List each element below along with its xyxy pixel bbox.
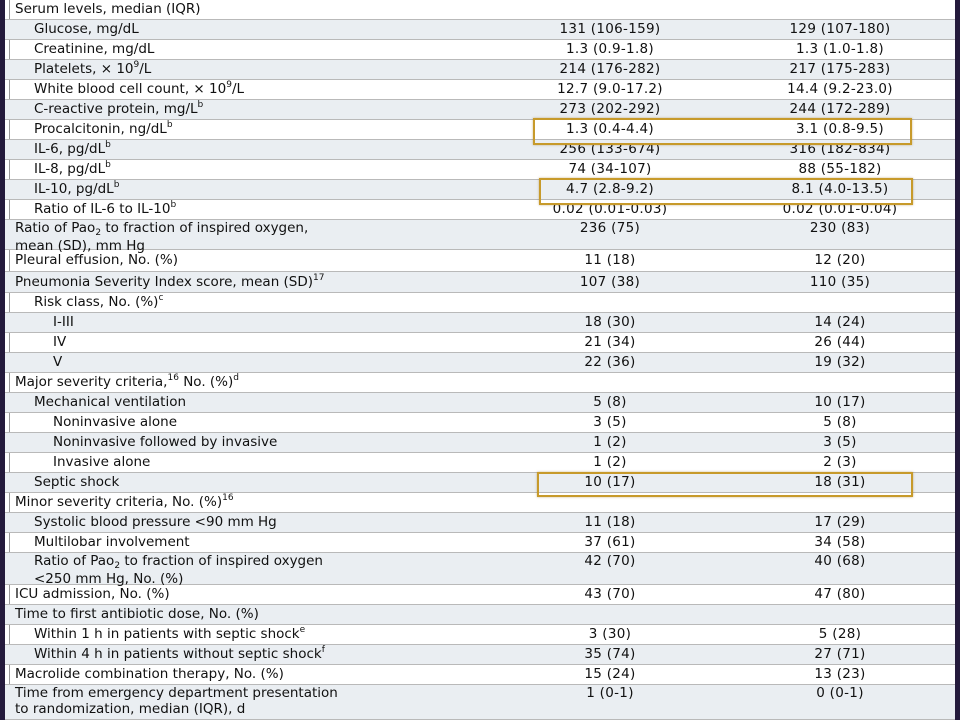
value-group2: 14 (24) (814, 314, 866, 330)
row-label-text: IL-10, pg/dL (34, 181, 114, 197)
row-label-line2: to randomization, median (IQR), d (15, 701, 246, 717)
superscript: 16 (222, 493, 234, 503)
row-label-text: Septic shock (34, 474, 120, 490)
value-group2: 12 (20) (814, 252, 866, 268)
table-row (5, 333, 955, 353)
value-group2: 244 (172-289) (789, 101, 891, 117)
table-frame (5, 0, 955, 720)
row-label-text: Minor severity criteria, No. (%) (15, 494, 223, 510)
superscript: f (321, 645, 325, 655)
table-row (5, 413, 955, 433)
value-group2: 5 (28) (818, 626, 862, 642)
row-label (34, 81, 244, 99)
row-label (34, 514, 277, 530)
row-label-text: Ratio of IL-6 to IL-10 (34, 201, 171, 217)
value-group1: 256 (133-674) (559, 141, 661, 157)
row-label (34, 41, 154, 57)
superscript: c (158, 293, 164, 303)
value-group1: 3 (5) (593, 414, 627, 430)
row-label (34, 201, 176, 219)
row-label-text: Time from emergency department presentation (15, 685, 338, 701)
value-group2: 18 (31) (814, 474, 866, 490)
row-label-text: IV (53, 334, 67, 350)
value-group2: 316 (182-834) (789, 141, 891, 157)
row-label (34, 474, 119, 490)
superscript: 9 (133, 60, 140, 70)
row-label (34, 394, 186, 410)
value-group2: 40 (68) (814, 553, 866, 569)
row-label-text: Multilobar involvement (34, 534, 190, 550)
value-group1: 1 (0-1) (586, 685, 634, 701)
row-label (34, 294, 163, 312)
value-group1: 3 (30) (588, 626, 632, 642)
row-label-text: Glucose, mg/dL (34, 21, 139, 37)
value-group2: 0.02 (0.01-0.04) (782, 201, 898, 217)
superscript: d (233, 373, 239, 383)
row-label (15, 666, 284, 682)
row-label (15, 494, 234, 512)
value-group1: 1.3 (0.4-4.4) (565, 121, 654, 137)
value-group1: 10 (17) (584, 474, 636, 490)
row-label (34, 141, 111, 159)
table-row (5, 40, 955, 60)
value-group2: 88 (55-182) (798, 161, 882, 177)
row-label (53, 314, 74, 330)
table-row (5, 100, 955, 120)
row-label (34, 101, 203, 119)
value-group1: 4.7 (2.8-9.2) (565, 181, 654, 197)
row-label-text: Pleural effusion, No. (%) (15, 252, 179, 268)
superscript: b (105, 160, 111, 170)
row-label-text: IL-6, pg/dL (34, 141, 106, 157)
table-row (5, 645, 955, 665)
row-label-text: Mechanical ventilation (34, 394, 187, 410)
table-row (5, 80, 955, 100)
value-group2: 27 (71) (814, 646, 866, 662)
row-label-text: Risk class, No. (%) (34, 294, 159, 310)
table-row (5, 393, 955, 413)
table-row (5, 353, 955, 373)
table-row (5, 293, 955, 313)
value-group2: 19 (32) (814, 354, 866, 370)
superscript: 16 (167, 373, 179, 383)
row-label (53, 414, 177, 430)
row-label (53, 354, 62, 370)
superscript: b (105, 140, 111, 150)
value-group1: 12.7 (9.0-17.2) (557, 81, 663, 97)
row-label-text: Time to first antibiotic dose, No. (%) (15, 606, 259, 622)
value-group2: 13 (23) (814, 666, 866, 682)
row-label-line2: <250 mm Hg, No. (%) (34, 571, 184, 587)
value-group1: 42 (70) (584, 553, 636, 569)
superscript: b (170, 200, 177, 210)
row-label (34, 121, 173, 139)
subscript: 2 (95, 228, 102, 238)
table-row (5, 605, 955, 625)
row-label (53, 434, 277, 450)
table-row (5, 20, 955, 40)
row-label-text: Within 4 h in patients without septic shock (34, 646, 322, 662)
superscript: b (113, 180, 120, 190)
row-label (34, 534, 190, 550)
value-group1: 35 (74) (584, 646, 636, 662)
table-row (5, 0, 955, 20)
row-label-text-cont: /L (139, 61, 152, 77)
row-label (15, 586, 170, 602)
value-group2: 26 (44) (814, 334, 866, 350)
table-row (5, 313, 955, 333)
value-group1: 273 (202-292) (559, 101, 661, 117)
highlight-il10 (539, 178, 913, 205)
table-row (5, 553, 955, 585)
row-label (34, 626, 305, 644)
value-group2: 5 (8) (823, 414, 857, 430)
value-group2: 2 (3) (823, 454, 857, 470)
row-label (15, 606, 259, 622)
table-row (5, 665, 955, 685)
row-label-text: Platelets, × 10 (34, 61, 134, 77)
value-group1: 22 (36) (584, 354, 636, 370)
value-group1: 107 (38) (579, 274, 641, 290)
value-group2: 3.1 (0.8-9.5) (795, 121, 884, 137)
subscript: 2 (114, 561, 121, 571)
row-label-text: Procalcitonin, ng/dL (34, 121, 167, 137)
row-label (15, 685, 338, 717)
highlight-septic-shock (537, 472, 913, 497)
row-label-text: White blood cell count, × 10 (34, 81, 227, 97)
value-group1: 11 (18) (584, 514, 636, 530)
table-row (5, 585, 955, 605)
superscript: 9 (226, 80, 232, 90)
row-label-text: Noninvasive alone (53, 414, 177, 430)
row-label (34, 646, 325, 664)
table-row (5, 160, 955, 180)
value-group2: 217 (175-283) (789, 61, 891, 77)
row-label-text-cont: No. (%) (178, 374, 234, 390)
value-group2: 3 (5) (823, 434, 857, 450)
value-group1: 15 (24) (584, 666, 636, 682)
row-label (34, 21, 139, 37)
row-label-text: Systolic blood pressure <90 mm Hg (34, 514, 277, 530)
row-label-line2: mean (SD), mm Hg (15, 238, 145, 254)
row-label-text: V (53, 354, 63, 370)
row-label-text: Creatinine, mg/dL (34, 41, 155, 57)
row-label (15, 220, 308, 254)
row-label (15, 374, 239, 392)
value-group1: 74 (34-107) (568, 161, 652, 177)
row-label-text: Serum levels, median (IQR) (15, 1, 201, 17)
value-group1: 1 (2) (593, 434, 627, 450)
table-row (5, 433, 955, 453)
superscript: b (166, 120, 173, 130)
row-label-text-cont: /L (231, 81, 245, 97)
row-label-text: Pneumonia Severity Index score, mean (SD) (15, 274, 314, 290)
value-group2: 110 (35) (809, 274, 871, 290)
row-label (53, 454, 150, 470)
value-group2: 17 (29) (814, 514, 866, 530)
value-group2: 14.4 (9.2-23.0) (787, 81, 893, 97)
value-group2: 47 (80) (814, 586, 866, 602)
row-label-text: IL-8, pg/dL (34, 161, 106, 177)
row-label (53, 334, 66, 350)
row-label-text: I-III (53, 314, 74, 330)
row-label (15, 252, 178, 268)
superscript: e (299, 625, 306, 635)
row-label (15, 274, 325, 292)
value-group2: 129 (107-180) (789, 21, 891, 37)
table-row (5, 373, 955, 393)
value-group1: 0.02 (0.01-0.03) (552, 201, 668, 217)
value-group1: 11 (18) (584, 252, 636, 268)
row-label-text: Macrolide combination therapy, No. (%) (15, 666, 284, 682)
table-row (5, 453, 955, 473)
table-row (5, 272, 955, 293)
value-group1: 43 (70) (584, 586, 636, 602)
value-group2: 0 (0-1) (816, 685, 864, 701)
value-group2: 1.3 (1.0-1.8) (795, 41, 884, 57)
row-label-text-cont: to fraction of inspired oxygen, (101, 220, 309, 236)
value-group2: 8.1 (4.0-13.5) (791, 181, 889, 197)
table-row (5, 220, 955, 254)
superscript: b (197, 100, 204, 110)
row-label-text: ICU admission, No. (%) (15, 586, 170, 602)
value-group2: 10 (17) (814, 394, 866, 410)
table-row (5, 625, 955, 645)
table-row (5, 60, 955, 80)
row-label-text: Noninvasive followed by invasive (53, 434, 278, 450)
highlight-procalcitonin (533, 118, 912, 145)
value-group2: 230 (83) (809, 220, 871, 236)
table-row (5, 250, 955, 272)
value-group1: 214 (176-282) (559, 61, 661, 77)
row-label (15, 1, 201, 17)
row-label-text: Ratio of Pao (15, 220, 96, 236)
value-group1: 18 (30) (584, 314, 636, 330)
row-label (34, 181, 119, 199)
row-label-text: Invasive alone (53, 454, 151, 470)
row-label (34, 553, 323, 587)
row-label-text: C-reactive protein, mg/L (34, 101, 198, 117)
table-row (5, 685, 955, 720)
value-group1: 1 (2) (593, 454, 627, 470)
value-group1: 37 (61) (584, 534, 636, 550)
value-group2: 34 (58) (814, 534, 866, 550)
row-label-text: Ratio of Pao (34, 553, 115, 569)
row-label-text: Major severity criteria, (15, 374, 168, 390)
superscript: 17 (313, 273, 325, 283)
value-group1: 1.3 (0.9-1.8) (565, 41, 654, 57)
row-label-text-cont: to fraction of inspired oxygen (120, 553, 323, 569)
value-group1: 236 (75) (579, 220, 641, 236)
row-label (34, 161, 111, 179)
value-group1: 21 (34) (584, 334, 636, 350)
table-row (5, 533, 955, 553)
row-label (34, 61, 151, 79)
value-group1: 5 (8) (593, 394, 627, 410)
value-group1: 131 (106-159) (559, 21, 661, 37)
row-label-text: Within 1 h in patients with septic shock (34, 626, 300, 642)
table-row (5, 513, 955, 533)
